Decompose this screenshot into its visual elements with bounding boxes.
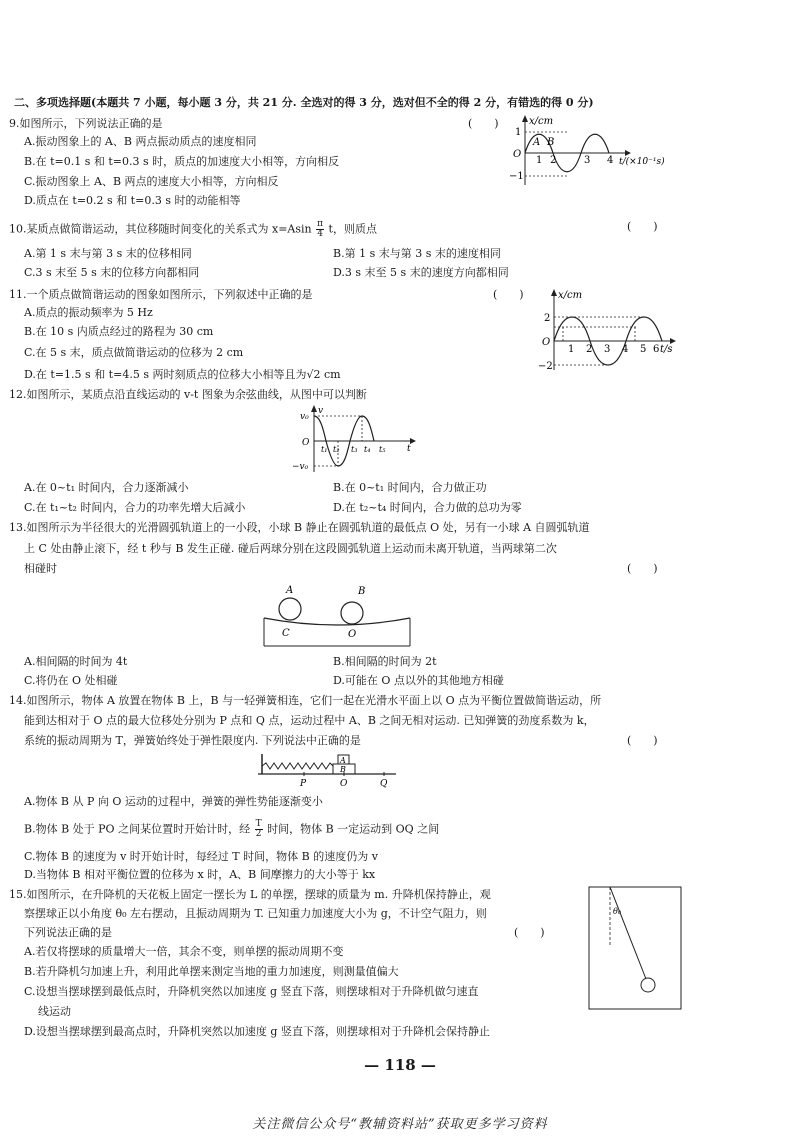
q14-option-c: C.物体 B 的速度为 v 时开始计时，每经过 T 时间，物体 B 的速度仍为 v	[24, 850, 378, 863]
q13-stem-line1: 13.如图所示为半径很大的光滑圆弧轨道上的一小段，小球 B 静止在圆弧轨道的最低点 O 处，另有一小球 A 自圆弧轨道	[9, 521, 590, 534]
q9-stem: 9.如图所示，下列说法正确的是	[9, 117, 163, 130]
q14-stem-line2: 能到达相对于 O 点的最大位移处分别为 P 点和 Q 点，运动过程中 A、B 之间无相对运动. 已知弹簧的劲度系数为 k，	[24, 714, 595, 727]
q15-answer-paren: ( )	[514, 926, 545, 939]
q9-fig-x-label: t/(×10⁻¹s)	[619, 157, 665, 167]
q10-frac-den: 4	[317, 229, 323, 239]
q12-option-a: A.在 0~t₁ 时间内，合力逐渐减小	[24, 481, 189, 494]
q9-option-c: C.振动图象上 A、B 两点的速度大小相等，方向相反	[24, 175, 279, 188]
q14-option-b-pre: B.物体 B 处于 PO 之间某位置时开始计时，经	[24, 822, 251, 836]
q14-option-d: D.当物体 B 相对平衡位置的位移为 x 时，A、B 间摩擦力的大小等于 kx	[24, 868, 376, 881]
q12-fig-tick: t₃	[351, 445, 358, 454]
q14-fraction	[255, 820, 263, 839]
q13-option-b: B.相间隔的时间为 2t	[333, 655, 437, 668]
q9-fig-y-label: x/cm	[529, 116, 554, 127]
q9-answer-paren: ( )	[468, 117, 499, 130]
q15-option-c-line1: C.设想当摆球摆到最低点时，升降机突然以加速度 g 竖直下落，则摆球相对于升降机做匀速直	[24, 985, 479, 998]
q10-frac-num: π	[317, 219, 324, 229]
q13-stem-line3: 相碰时	[24, 562, 57, 575]
q10-fraction	[316, 220, 324, 239]
q15-option-a: A.若仅将摆球的质量增大一倍，其余不变，则单摆的振动周期不变	[24, 945, 344, 958]
q12-fig-tick: t₂	[333, 445, 340, 454]
q15-option-c-line2: 线运动	[38, 1005, 71, 1018]
q12-figure	[290, 404, 420, 478]
q11-fig-tick: 1	[568, 344, 575, 355]
q9-figure	[505, 110, 680, 194]
q10-stem-post: t，则质点	[328, 222, 377, 236]
q11-fig-tick: 6	[653, 344, 660, 355]
q13-stem-line2: 上 C 处由静止滚下，经 t 秒与 B 发生正碰. 碰后两球分别在这段圆弧轨道上运动而未离开轨道，当两球第二次	[24, 542, 557, 555]
q10-option-d: D.3 s 末至 5 s 末的速度方向都相同	[333, 266, 509, 279]
q11-fig-ymax: 2	[544, 313, 551, 324]
q12-fig-tick: t₅	[379, 445, 386, 454]
q12-fig-neg-v0: −v₀	[292, 462, 309, 472]
q13-answer-paren: ( )	[627, 562, 658, 575]
q15-stem-line1: 15.如图所示，在升降机的天花板上固定一摆长为 L 的单摆，摆球的质量为 m. 升降机保持静止，观	[9, 888, 491, 901]
q13-option-d: D.可能在 O 点以外的其他地方相碰	[333, 674, 504, 687]
q12-fig-v0: v₀	[300, 412, 309, 422]
q14-answer-paren: ( )	[627, 734, 658, 747]
q13-option-c: C.将仍在 O 处相碰	[24, 674, 118, 687]
section-header: 二、多项选择题(本题共 7 小题，每小题 3 分，共 21 分. 全选对的得 3 分，选对但不全的得 2 分，有错选的得 0 分)	[14, 96, 594, 109]
q11-fig-ymin: −2	[538, 361, 553, 372]
q14-option-b-post: 时间，物体 B 一定运动到 OQ 之间	[267, 822, 440, 836]
q13-fig-ball-b: B	[358, 586, 366, 597]
q11-fig-y-label: x/cm	[558, 290, 583, 301]
q9-fig-point-b: B	[547, 137, 555, 148]
q11-stem: 11.一个质点做简谐运动的图象如图所示，下列叙述中正确的是	[9, 288, 313, 301]
q12-stem: 12.如图所示，某质点沿直线运动的 v-t 图象为余弦曲线，从图中可以判断	[9, 388, 367, 401]
q9-fig-tick: 2	[550, 155, 557, 166]
footer-note: 关注微信公众号“教辅资料站”获取更多学习资料	[252, 1117, 548, 1132]
q15-stem-line2: 察摆球正以小角度 θ₀ 左右摆动，且振动周期为 T. 已知重力加速度大小为 g，不计空气阻力，则	[24, 907, 487, 920]
q12-option-d: D.在 t₂~t₄ 时间内，合力做的总功为零	[333, 501, 522, 514]
q13-option-a: A.相间隔的时间为 4t	[24, 655, 128, 668]
q11-fig-tick: 3	[604, 344, 611, 355]
q9-fig-tick: 4	[607, 155, 614, 166]
q9-option-d: D.质点在 t=0.2 s 和 t=0.3 s 时的动能相等	[24, 194, 241, 207]
q12-fig-tick: t₄	[364, 445, 371, 454]
q9-fig-point-a: A	[533, 137, 541, 148]
q13-figure	[262, 580, 412, 652]
q9-fig-tick: 3	[584, 155, 591, 166]
q13-fig-ball-a: A	[286, 585, 294, 596]
q12-fig-origin: O	[302, 438, 310, 448]
q10-option-b: B.第 1 s 末与第 3 s 末的速度相同	[333, 247, 501, 260]
q11-fig-tick: 4	[622, 344, 629, 355]
q15-fig-angle: θ₀	[613, 907, 622, 916]
q12-fig-x-label: t	[407, 444, 411, 454]
q15-figure	[588, 886, 682, 1014]
q14-fig-point-o: O	[340, 779, 348, 789]
q12-option-b: B.在 0~t₁ 时间内，合力做正功	[333, 481, 487, 494]
q9-fig-tick: 1	[536, 155, 543, 166]
q12-fig-tick: t₁	[321, 445, 328, 454]
q11-fig-tick: 5	[640, 344, 647, 355]
q12-option-c: C.在 t₁~t₂ 时间内，合力的功率先增大后减小	[24, 501, 246, 514]
q11-answer-paren: ( )	[493, 288, 524, 301]
q9-option-a: A.振动图象上的 A、B 两点振动质点的速度相同	[24, 135, 257, 148]
q9-fig-origin: O	[513, 149, 522, 160]
q12-fig-y-label: v	[318, 406, 324, 416]
q15-stem-line3: 下列说法正确的是	[24, 926, 112, 939]
q11-fig-x-label: t/s	[660, 344, 673, 355]
q11-option-b: B.在 10 s 内质点经过的路程为 30 cm	[24, 325, 214, 338]
q14-option-a: A.物体 B 从 P 向 O 运动的过程中，弹簧的弹性势能逐渐变小	[24, 795, 323, 808]
q13-fig-point-o: O	[348, 629, 357, 640]
q11-fig-origin: O	[542, 337, 551, 348]
q11-option-c: C.在 5 s 末，质点做简谐运动的位移为 2 cm	[24, 346, 244, 359]
q14-fig-point-p: P	[300, 779, 307, 789]
q11-figure	[532, 284, 682, 378]
q14-frac-den: 2	[255, 829, 262, 839]
q9-fig-ymin: −1	[509, 171, 524, 182]
q14-fig-point-q: Q	[380, 779, 388, 789]
q10-option-c: C.3 s 末至 5 s 末的位移方向都相同	[24, 266, 200, 279]
q14-fig-block-b: B	[340, 765, 346, 774]
q15-option-d: D.设想当摆球摆到最高点时，升降机突然以加速度 g 竖直下落，则摆球相对于升降机会保持静止	[24, 1025, 490, 1038]
q14-fig-block-a: A	[340, 756, 346, 765]
q14-stem-line3: 系统的振动周期为 T，弹簧始终处于弹性限度内. 下列说法中正确的是	[24, 734, 361, 747]
q11-option-a: A.质点的振动频率为 5 Hz	[24, 306, 153, 319]
q14-figure	[258, 752, 398, 796]
q9-fig-ymax: 1	[515, 127, 522, 138]
q11-option-d: D.在 t=1.5 s 和 t=4.5 s 两时刻质点的位移大小相等且为√2 cm	[24, 368, 341, 381]
q14-frac-num: T	[255, 819, 262, 829]
q9-option-b: B.在 t=0.1 s 和 t=0.3 s 时，质点的加速度大小相等，方向相反	[24, 155, 340, 168]
q10-answer-paren: ( )	[627, 220, 658, 233]
q10-stem-pre: 10.某质点做简谐运动，其位移随时间变化的关系式为 x=Asin	[9, 222, 312, 236]
q15-option-b: B.若升降机匀加速上升，利用此单摆来测定当地的重力加速度，则测量值偏大	[24, 965, 399, 978]
page-number: — 118 —	[364, 1056, 436, 1074]
q14-stem-line1: 14.如图所示，物体 A 放置在物体 B 上，B 与一轻弹簧相连，它们一起在光滑水平面上以 O 点为平衡位置做简谐运动，所	[9, 694, 602, 707]
q13-fig-point-c: C	[282, 628, 290, 639]
q10-option-a: A.第 1 s 末与第 3 s 末的位移相同	[24, 247, 192, 260]
q10-stem	[9, 220, 377, 239]
q11-fig-tick: 2	[586, 344, 593, 355]
q14-option-b	[24, 820, 439, 839]
